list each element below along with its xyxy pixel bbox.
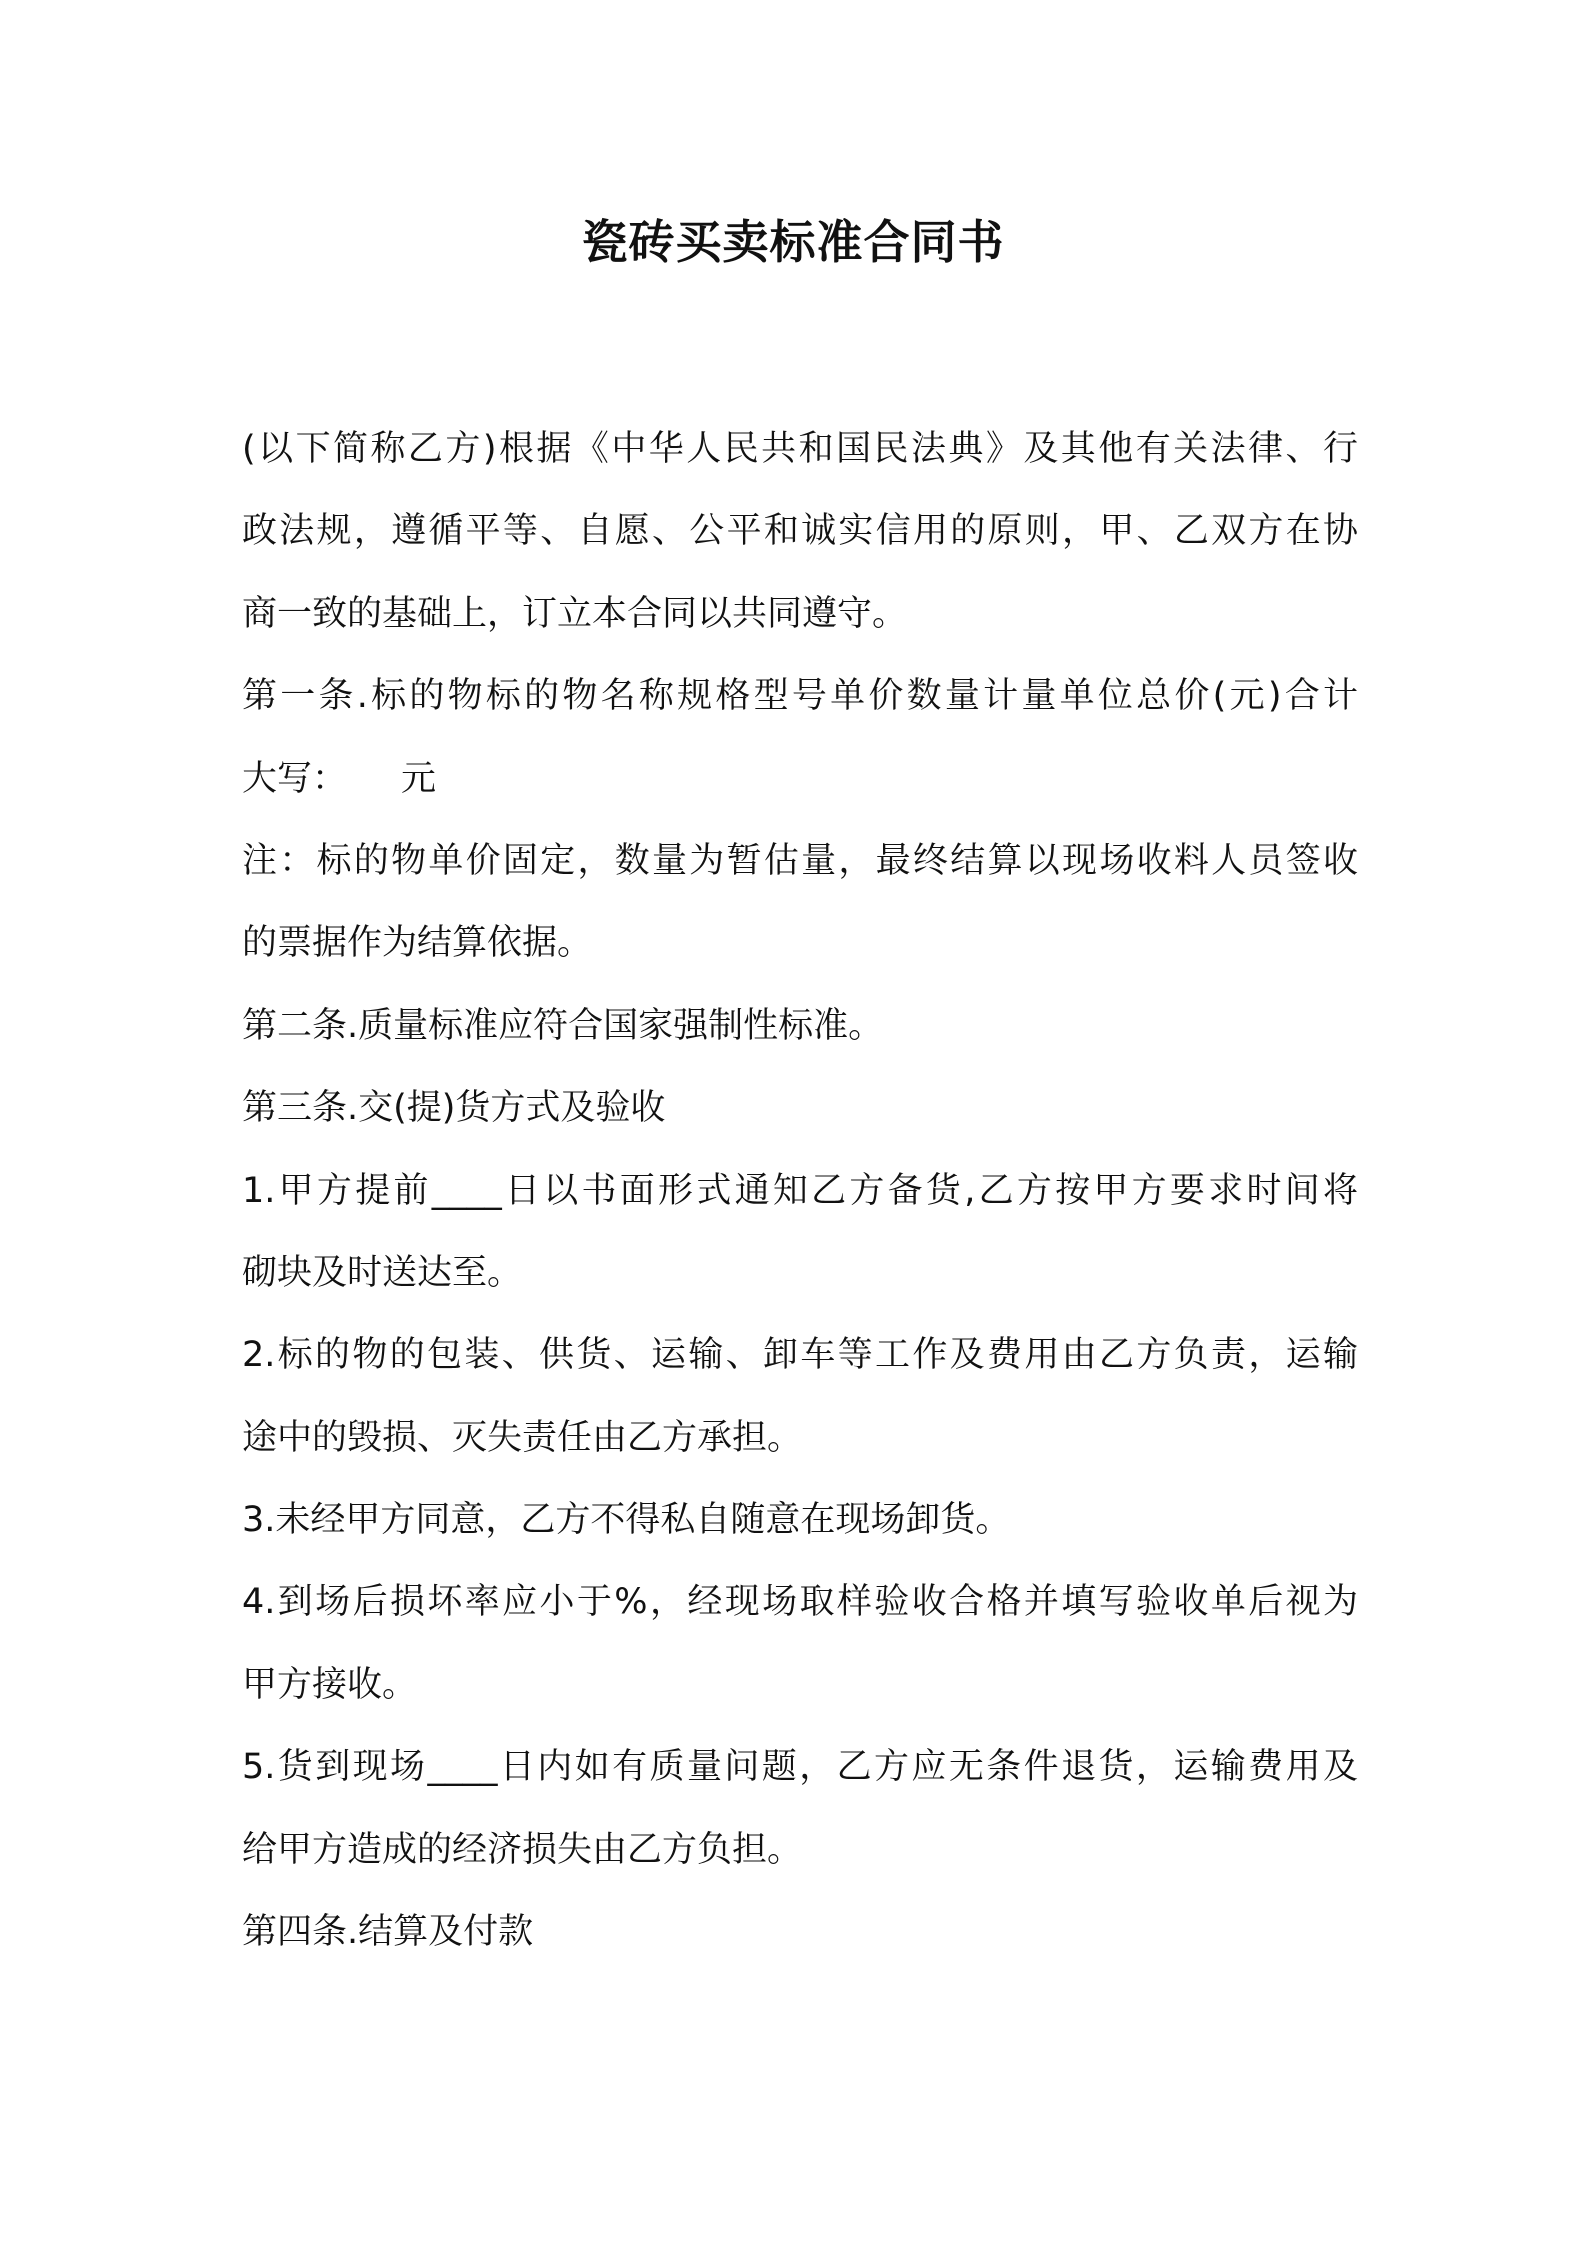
currency-unit: 元: [401, 758, 437, 799]
clause-line: 3.未经甲方同意，乙方不得私自随意在现场卸货。: [242, 1500, 1011, 1541]
paragraph-line: 政法规，遵循平等、自愿、公平和诚实信用的原则，甲、乙双方在协: [242, 511, 1358, 552]
amount-in-words-line: [242, 738, 1358, 820]
article-1-line: 第一条.标的物标的物名称规格型号单价数量计量单位总价(元)合计: [242, 676, 1358, 717]
clause-line: 2.标的物的包装、供货、运输、卸车等工作及费用由乙方负责，运输: [242, 1335, 1358, 1376]
article-3-heading: 第三条.交(提)货方式及验收: [242, 1088, 666, 1129]
paragraph-line: (以下简称乙方)根据《中华人民共和国民法典》及其他有关法律、行: [242, 429, 1358, 469]
note-line: 的票据作为结算依据。: [242, 923, 593, 964]
article-4-heading: 第四条.结算及付款: [242, 1912, 534, 1953]
clause-line: 5.货到现场____日内如有质量问题，乙方应无条件退货，运输费用及: [242, 1747, 1358, 1788]
clause-line: 砌块及时送达至。: [242, 1252, 523, 1293]
note-line: 注：标的物单价固定，数量为暂估量，最终结算以现场收料人员签收: [242, 840, 1358, 881]
clause-line: 1.甲方提前____日以书面形式通知乙方备货,乙方按甲方要求时间将: [242, 1170, 1358, 1211]
article-2-line: 第二条.质量标准应符合国家强制性标准。: [242, 1005, 884, 1046]
clause-line: 4.到场后损坏率应小于%，经现场取样验收合格并填写验收单后视为: [242, 1582, 1358, 1623]
paragraph-line: 商一致的基础上，订立本合同以共同遵守。: [242, 593, 908, 634]
document-title: 瓷砖买卖标准合同书: [581, 215, 1005, 269]
document-body: [242, 408, 1358, 1973]
amount-label: 大写：: [242, 758, 348, 799]
clause-line: 甲方接收。: [242, 1664, 418, 1705]
clause-line: 给甲方造成的经济损失由乙方负担。: [242, 1829, 803, 1870]
clause-line: 途中的毁损、灭失责任由乙方承担。: [242, 1417, 803, 1458]
